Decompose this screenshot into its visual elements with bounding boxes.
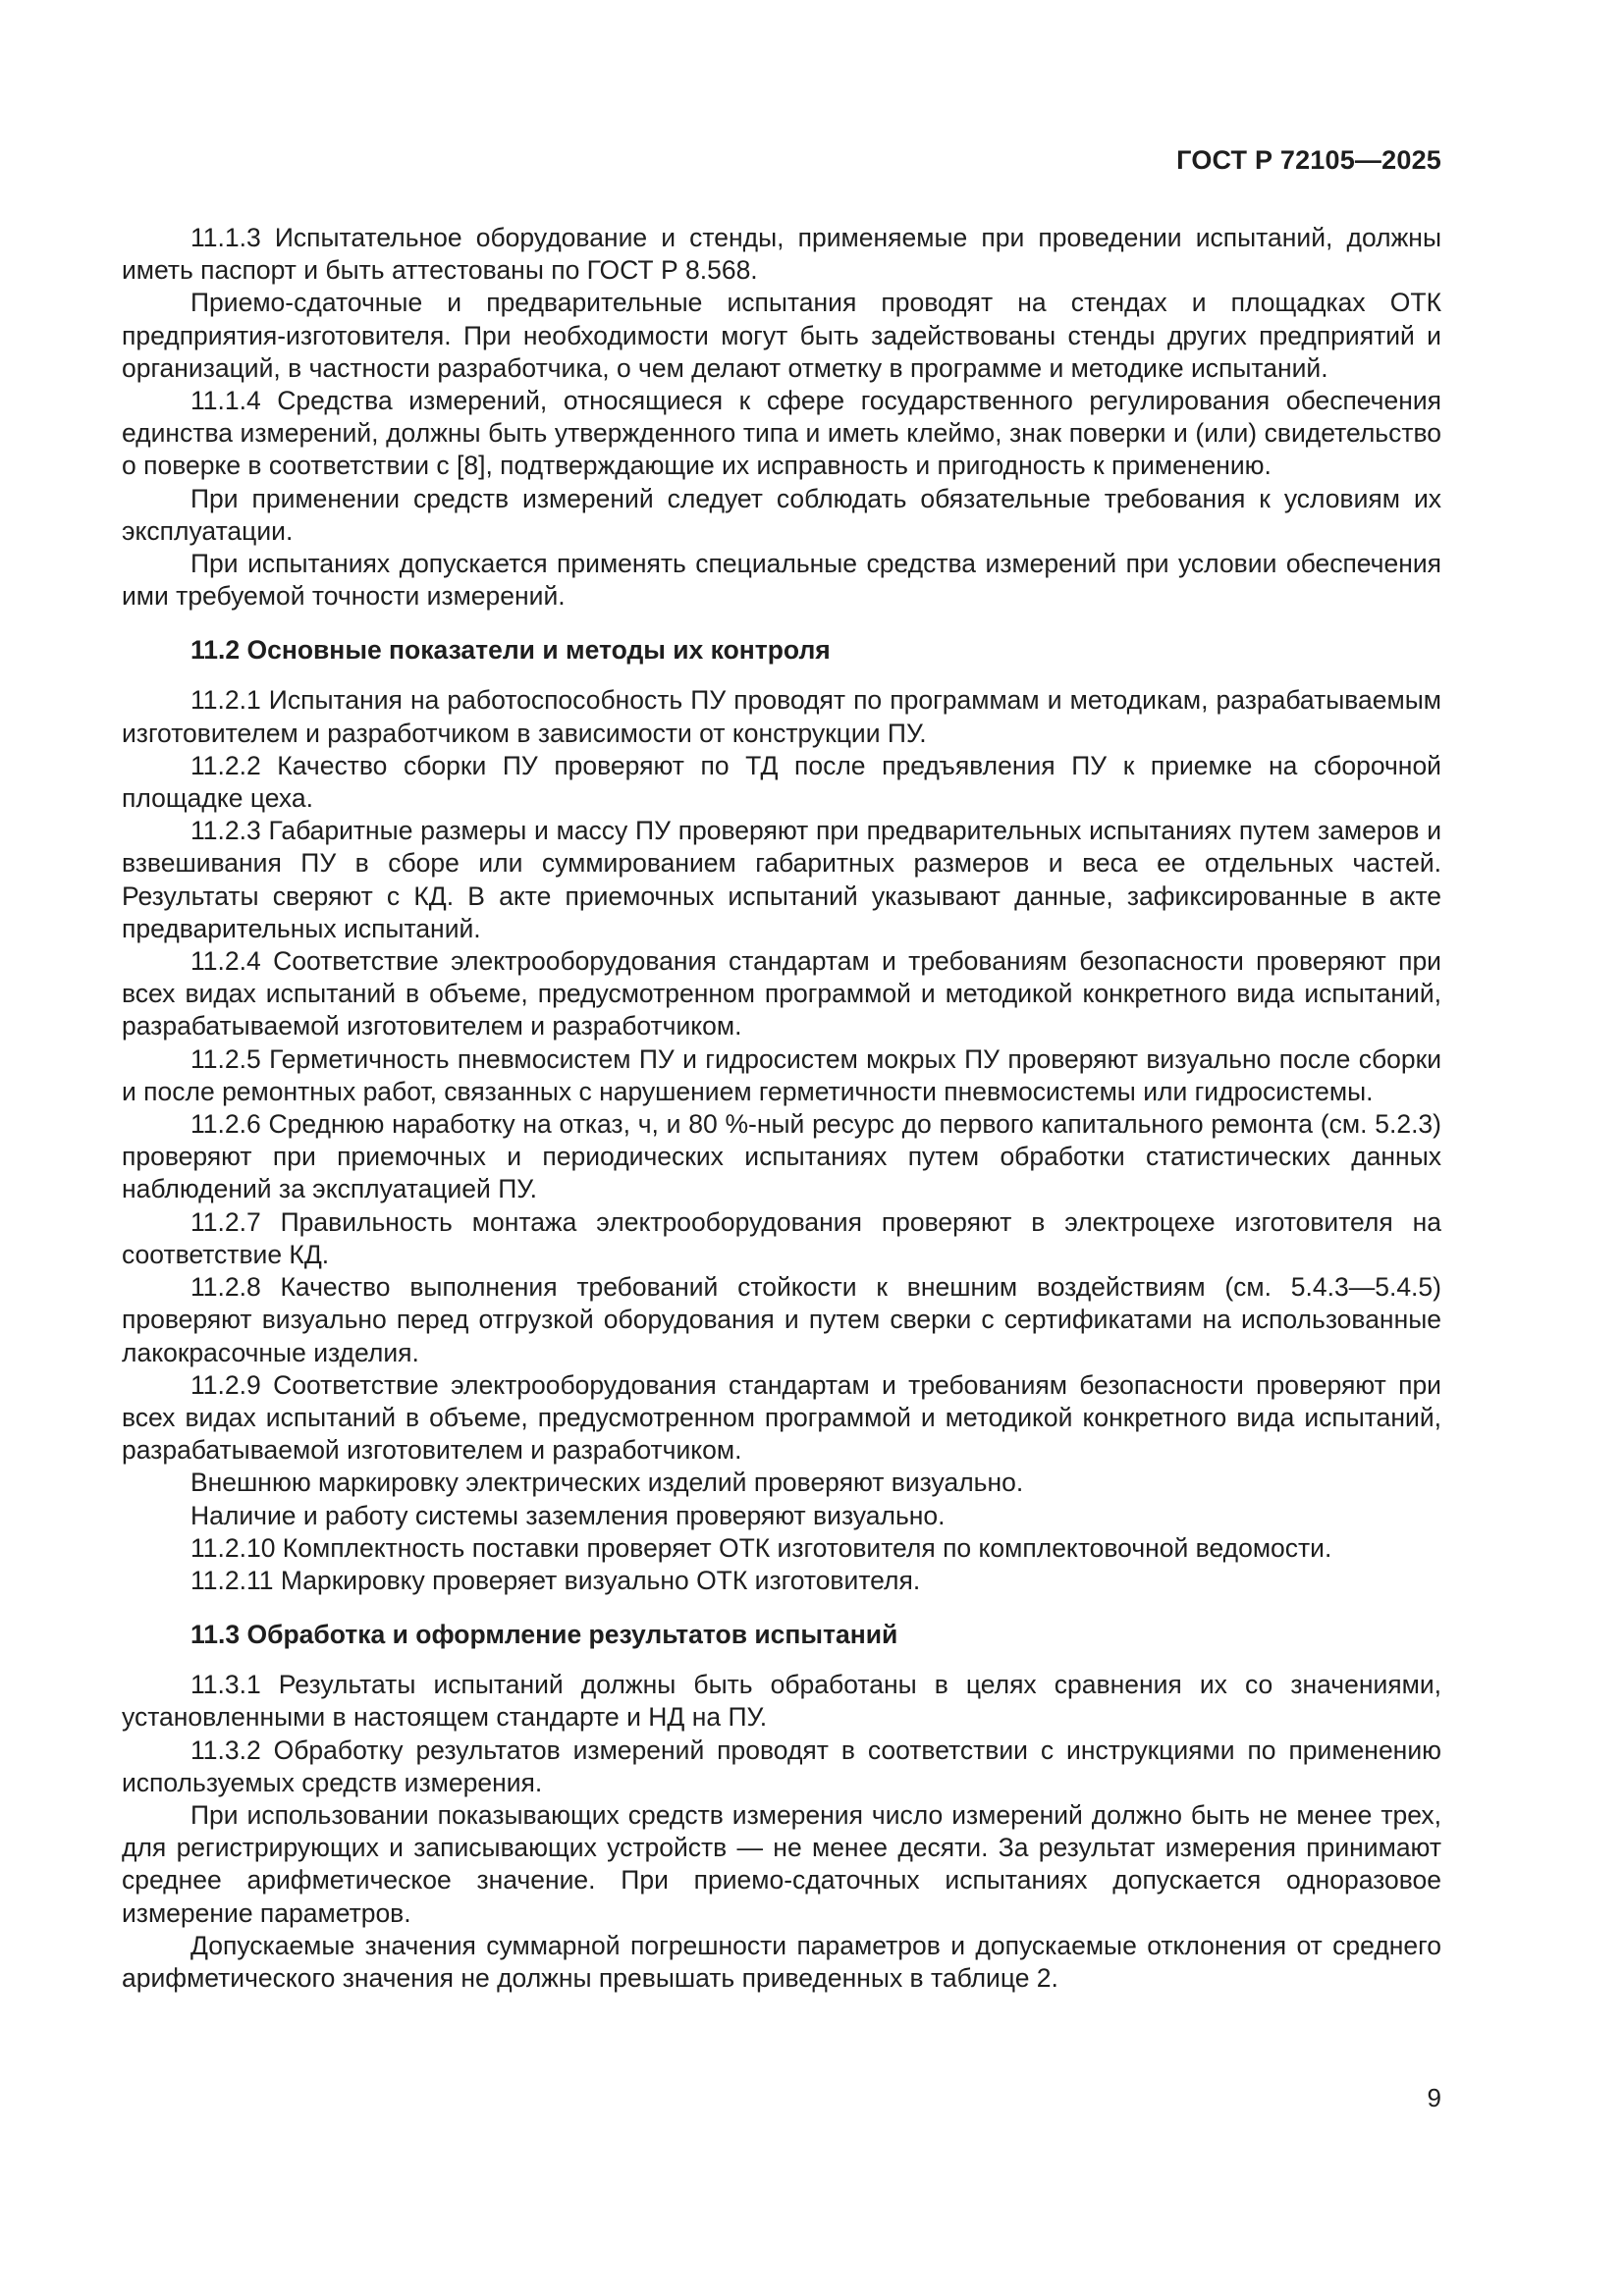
paragraph-11-2-7: 11.2.7 Правильность монтажа электрооборудования проверяют в электроцехе изготовителя на соответствие КД. bbox=[122, 1206, 1441, 1269]
paragraph-11-1-4: 11.1.4 Средства измерений, относящиеся к сфере государственного регулирования обеспечения единства измерений, должны быть утвержденного типа и иметь клеймо, знак поверки и (или) свидетельство о поверке в соответствии с [8], подтверждающие их исправность и пригодность к применению. bbox=[122, 386, 1441, 481]
paragraph: Приемо-сдаточные и предварительные испытания проводят на стендах и площадках ОТК предприятия-изготовителя. При необходимости могут быть задействованы стенды других предприятий и организаций, в частности разработчика, о чем делают отметку в программе и методике испытаний. bbox=[122, 288, 1441, 383]
section-heading-11-3: 11.3 Обработка и оформление результатов испытаний bbox=[190, 1620, 898, 1650]
section-heading-11-2: 11.2 Основные показатели и методы их контроля bbox=[190, 635, 831, 666]
paragraph: При применении средств измерений следует соблюдать обязательные требования к условиям их эксплуатации. bbox=[122, 483, 1441, 546]
paragraph: При испытаниях допускается применять специальные средства измерений при условии обеспечения ими требуемой точности измерений. bbox=[122, 549, 1441, 612]
paragraph-11-2-9: 11.2.9 Соответствие электрооборудования стандартам и требованиям безопасности проверяют при всех видах испытаний в объеме, предусмотренном программой и методикой конкретного вида испытаний, разрабатываемой изготовителем и разработчиком. bbox=[122, 1369, 1441, 1466]
paragraph-11-2-3: 11.2.3 Габаритные размеры и массу ПУ проверяют при предварительных испытаниях путем замеров и взвешивания ПУ в сборе или суммированием габаритных размеров и веса ее отдельных частей. Результаты сверяют с КД. В акте приемочных испытаний указывают данные, зафиксированные в акте предварительных испытаний. bbox=[122, 816, 1441, 943]
paragraph-11-3-1: 11.3.1 Результаты испытаний должны быть обработаны в целях сравнения их со значениями, установленными в настоящем стандарте и НД на ПУ. bbox=[122, 1670, 1441, 1733]
page-number: 9 bbox=[1427, 2083, 1441, 2112]
paragraph-11-3-2: 11.3.2 Обработку результатов измерений проводят в соответствии с инструкциями по применению используемых средств измерения. bbox=[122, 1735, 1441, 1797]
document-body bbox=[122, 222, 1441, 1995]
paragraph-11-2-2: 11.2.2 Качество сборки ПУ проверяют по ТД после предъявления ПУ к приемке на сборочной площадке цеха. bbox=[122, 750, 1441, 814]
paragraph-11-2-10: 11.2.10 Комплектность поставки проверяет ОТК изготовителя по комплектовочной ведомости. bbox=[190, 1532, 1332, 1563]
paragraph: При использовании показывающих средств измерения число измерений должно быть не менее трех, для регистрирующих и записывающих устройств — не менее десяти. За результат измерения принимают среднее арифметическое значение. При приемо-сдаточных испытаниях допускается одноразовое измерение параметров. bbox=[122, 1799, 1441, 1928]
paragraph-11-2-11: 11.2.11 Маркировку проверяет визуально ОТК изготовителя. bbox=[190, 1565, 921, 1595]
paragraph-11-2-8: 11.2.8 Качество выполнения требований стойкости к внешним воздействиям (см. 5.4.3—5.4.5) проверяют визуально перед отгрузкой оборудования и путем сверки с сертификатами на использованные лакокрасочные изделия. bbox=[122, 1272, 1441, 1367]
document-header: ГОСТ Р 72105—2025 bbox=[1176, 145, 1441, 175]
paragraph-11-2-4: 11.2.4 Соответствие электрооборудования стандартам и требованиям безопасности проверяют при всех видах испытаний в объеме, предусмотренном программой и методикой конкретного вида испытаний, разрабатываемой изготовителем и разработчиком. bbox=[122, 946, 1441, 1041]
paragraph-11-2-6: 11.2.6 Среднюю наработку на отказ, ч, и 80 %-ный ресурс до первого капитального ремонта (см. 5.2.3) проверяют при приемочных и периодических испытаниях путем обработки статистических данных наблюдений за эксплуатацией ПУ. bbox=[122, 1109, 1441, 1204]
paragraph-11-2-1: 11.2.1 Испытания на работоспособность ПУ проводят по программам и методикам, разрабатываемым изготовителем и разработчиком в зависимости от конструкции ПУ. bbox=[122, 685, 1441, 748]
paragraph: Наличие и работу системы заземления проверяют визуально. bbox=[190, 1500, 946, 1530]
paragraph-11-2-5: 11.2.5 Герметичность пневмосистем ПУ и гидросистем мокрых ПУ проверяют визуально после сборки и после ремонтных работ, связанных с нарушением герметичности пневмосистемы или гидросистемы. bbox=[122, 1043, 1441, 1106]
paragraph-11-1-3: 11.1.3 Испытательное оборудование и стенды, применяемые при проведении испытаний, должны иметь паспорт и быть аттестованы по ГОСТ Р 8.568. bbox=[122, 223, 1441, 286]
paragraph: Внешнюю маркировку электрических изделий проверяют визуально. bbox=[190, 1468, 1024, 1498]
paragraph: Допускаемые значения суммарной погрешности параметров и допускаемые отклонения от среднего арифметического значения не должны превышать приведенных в таблице 2. bbox=[122, 1930, 1441, 1993]
